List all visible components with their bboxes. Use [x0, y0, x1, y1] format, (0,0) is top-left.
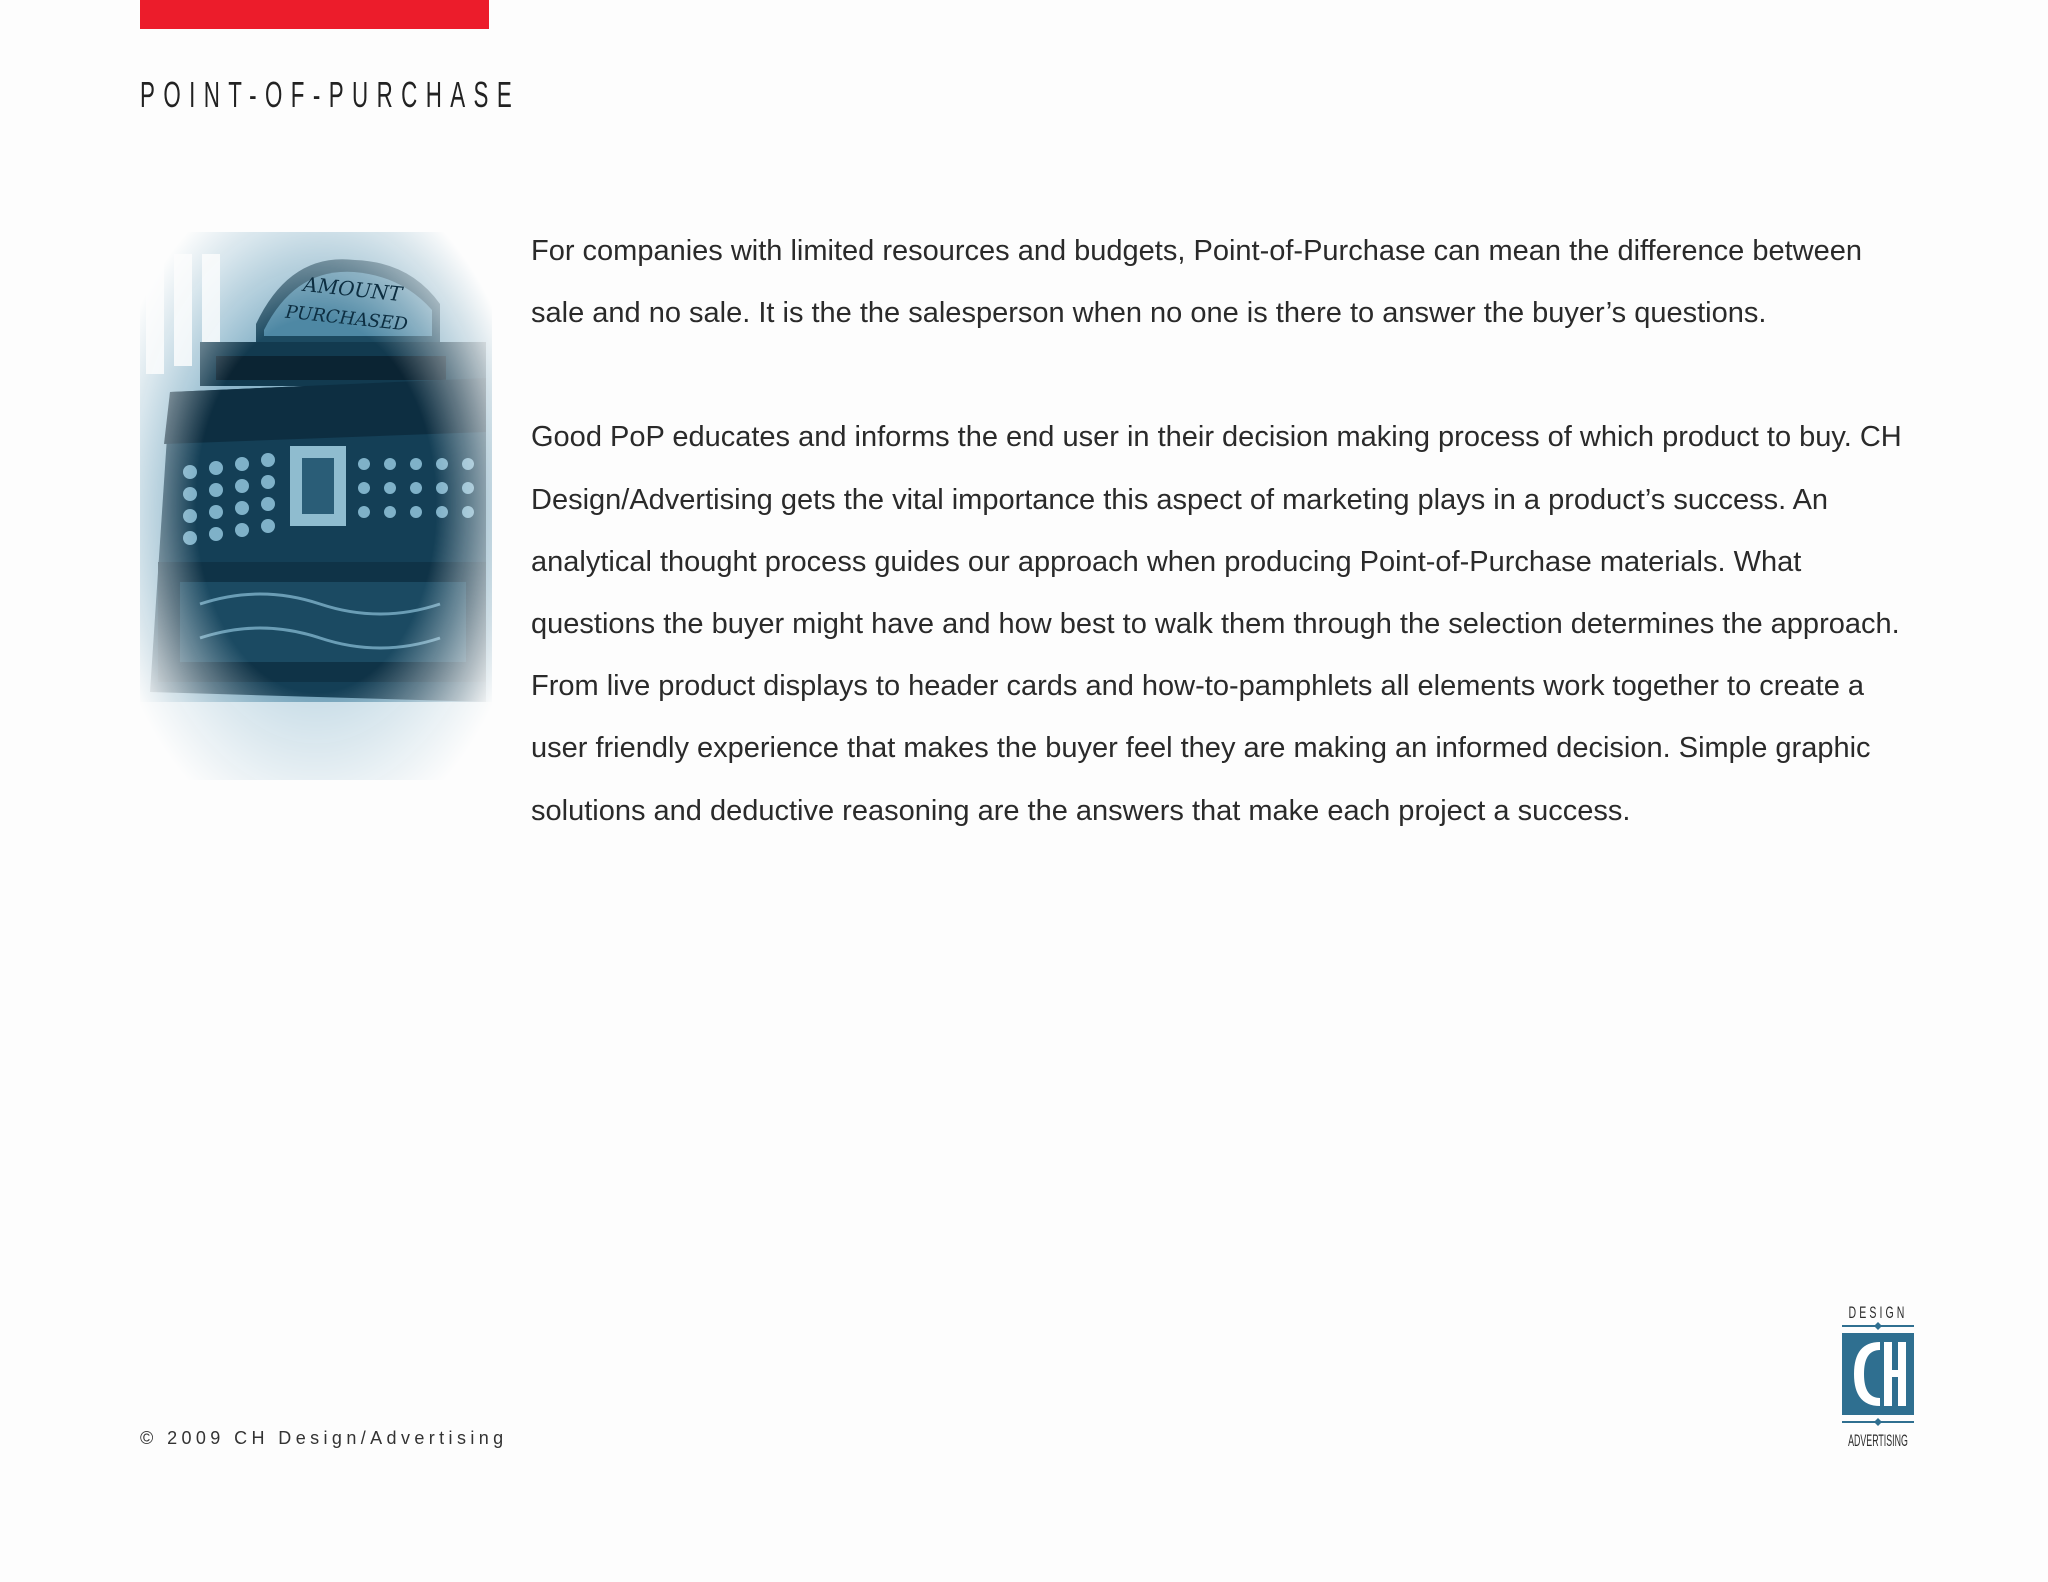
ch-design-logo [1840, 1300, 1916, 1448]
paragraph-intro: For companies with limited resources and budgets, Point-of-Purchase can mean the difference between sale and no sale. It is the the salesperson when no one is there to answer the buyer’s questions. [531, 235, 1862, 330]
sign-text-purchased: PURCHASED [284, 301, 409, 336]
sign-text-amount: AMOUNT [302, 271, 404, 307]
accent-bar [140, 0, 489, 29]
paragraph-approach: Good PoP educates and informs the end user in their decision making process of which product to buy. CH Design/Advertising gets the vital importance this aspect of marketing plays in a product’s success. An analytical thought process guides our approach when producing Point-of-Purchase materials. What questions the buyer might have and how best to walk them through the selection determines the approach. From live product displays to header cards and how-to-pamphlets all elements work together to create a user friendly experience that makes the buyer feel they are making an informed decision. Simple graphic solutions and deductive reasoning are the answers that make each project a success. [531, 421, 1902, 827]
cash-register-photo [140, 232, 492, 780]
logo-top-word: DESIGN [1848, 1302, 1908, 1322]
copyright-notice: © 2009 CH Design/Advertising [140, 1428, 508, 1448]
page-title: POINT-OF-PURCHASE [140, 74, 521, 115]
body-copy [531, 220, 1921, 904]
logo-bottom-word: ADVERTISING [1848, 1430, 1908, 1448]
